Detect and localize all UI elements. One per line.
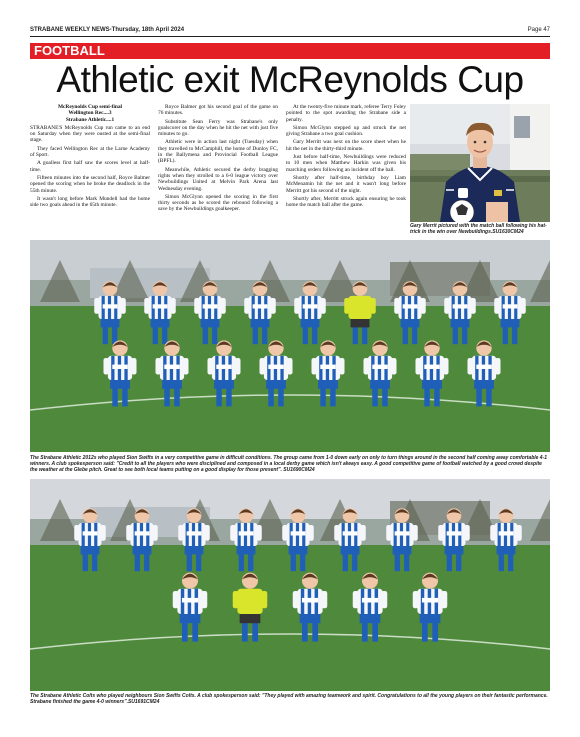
portrait-illustration — [410, 104, 550, 222]
article-paragraph: Gary Merritt was next on the score sheet when he hit the net in the thirty-third minute. — [286, 139, 406, 152]
article-paragraph: STRABANE'S McReynolds Cup run came to an end on Saturday when they were ousted at the semi-final stage. — [30, 124, 150, 144]
article-paragraph: Athletic were in action last night (Tuesday) when they travelled to McCamphill, the home of Dunloy FC, in the Ballymena and Provincial Football League (BPFL). — [158, 139, 278, 165]
article-paragraph: Shortly after half-time, birthday boy Liam McMenamin hit the net and it wasn't long before Merritt got his second of the night. — [286, 174, 406, 194]
headline: Athletic exit McReynolds Cup — [56, 59, 524, 100]
article-paragraph: Shortly after, Merritt struck again ensuring he took home the match ball after the game. — [286, 195, 406, 209]
publication-date: STRABANE WEEKLY NEWS-Thursday, 18th April 2024 — [30, 27, 185, 33]
article-body — [30, 104, 406, 232]
team-photo-2012s — [30, 240, 550, 452]
article-paragraph: A goalless first half saw the scores level at half-time. — [30, 160, 150, 173]
article-paragraph: Meanwhile, Athletic secured the derby bragging rights when they strolled to a 6-0 league victory over Newbuildings United at Melvin Park Arena last Wednesday evening. — [158, 166, 278, 192]
article-title-line: Wellington Rec....3 — [68, 110, 112, 117]
section-banner — [30, 43, 550, 59]
page-number: Page 47 — [527, 27, 550, 33]
team-photo-2012s-illustration — [30, 240, 550, 452]
page-header — [30, 24, 550, 36]
article-paragraph: Just before half-time, Newbuildings were reduced to 10 men when Matthew Harkin was given his marching orders following an incident off the ball. — [286, 154, 406, 173]
section-label: FOOTBALL — [34, 43, 105, 58]
team-photo-2012s-caption: The Strabane Athletic 2012s who played Sion Swifts in a very competitive game in difficult conditions. The group came from 1-0 down early on only to turn things around in the second half coming away comfortable 4-1 winners. A club spokesperson said: "Credit to all the players who were disciplined and composed in a local derby game which isn't always easy. A good competitive game of football watched by a good crowd despite the weather at the Glebe pitch. Great to see both local teams putting on a good display for those present". SU1690CM24 — [30, 455, 548, 473]
article-paragraph: Simon McGlynn opened the scoring in the first thirty seconds as he scored the rebound following a save by the Newbuildings goalkeeper. — [158, 193, 278, 213]
team-photo-colts-illustration — [30, 479, 550, 691]
article-paragraph: They faced Wellington Rec at the Larne Academy of Sport. — [30, 145, 150, 159]
article-title-line: Strabane Athletic....1 — [65, 116, 115, 123]
portrait-photo — [410, 104, 550, 222]
article-paragraph: Simon McGlynn stepped up and struck the net giving Strabane a two goal cushion. — [286, 124, 406, 138]
article-paragraph: Fifteen minutes into the second half, Royce Balmer opened the scoring when he broke the deadlock in the 55th minute. — [30, 174, 150, 194]
article-paragraph: It wasn't long before Mark Mundell had the home side two goals ahead in the 65th minute. — [30, 195, 150, 209]
header-rule — [30, 36, 550, 37]
team-photo-colts — [30, 479, 550, 691]
article-paragraph: Royce Balmer got his second goal of the game on 76 minutes. — [158, 104, 278, 117]
team-photo-colts-caption: The Strabane Athletic Colts who played neighbours Sion Swifts Colts. A club spokesperson said: "They played with amazing teamwork and spirit. Congratulations to all the young players on their fantastic performance. Strabane finished the game 4-0 winners".SU1691CM24 — [30, 693, 548, 705]
portrait-caption: Gary Merrit pictured with the match ball following his hat-trick in the win over Newbuildings.SU1630CM24 — [410, 223, 547, 235]
article-paragraph: At the twenty-five minute mark, referee Terry Foley pointed to the spot awarding the Strabane side a penalty. — [286, 104, 406, 123]
article-title-line: McReynolds Cup semi-final — [57, 104, 123, 110]
article-paragraph: Substitute Sean Ferry was Strabane's only goalscorer on the day when he hit the net with just five minutes to go. — [158, 118, 278, 138]
